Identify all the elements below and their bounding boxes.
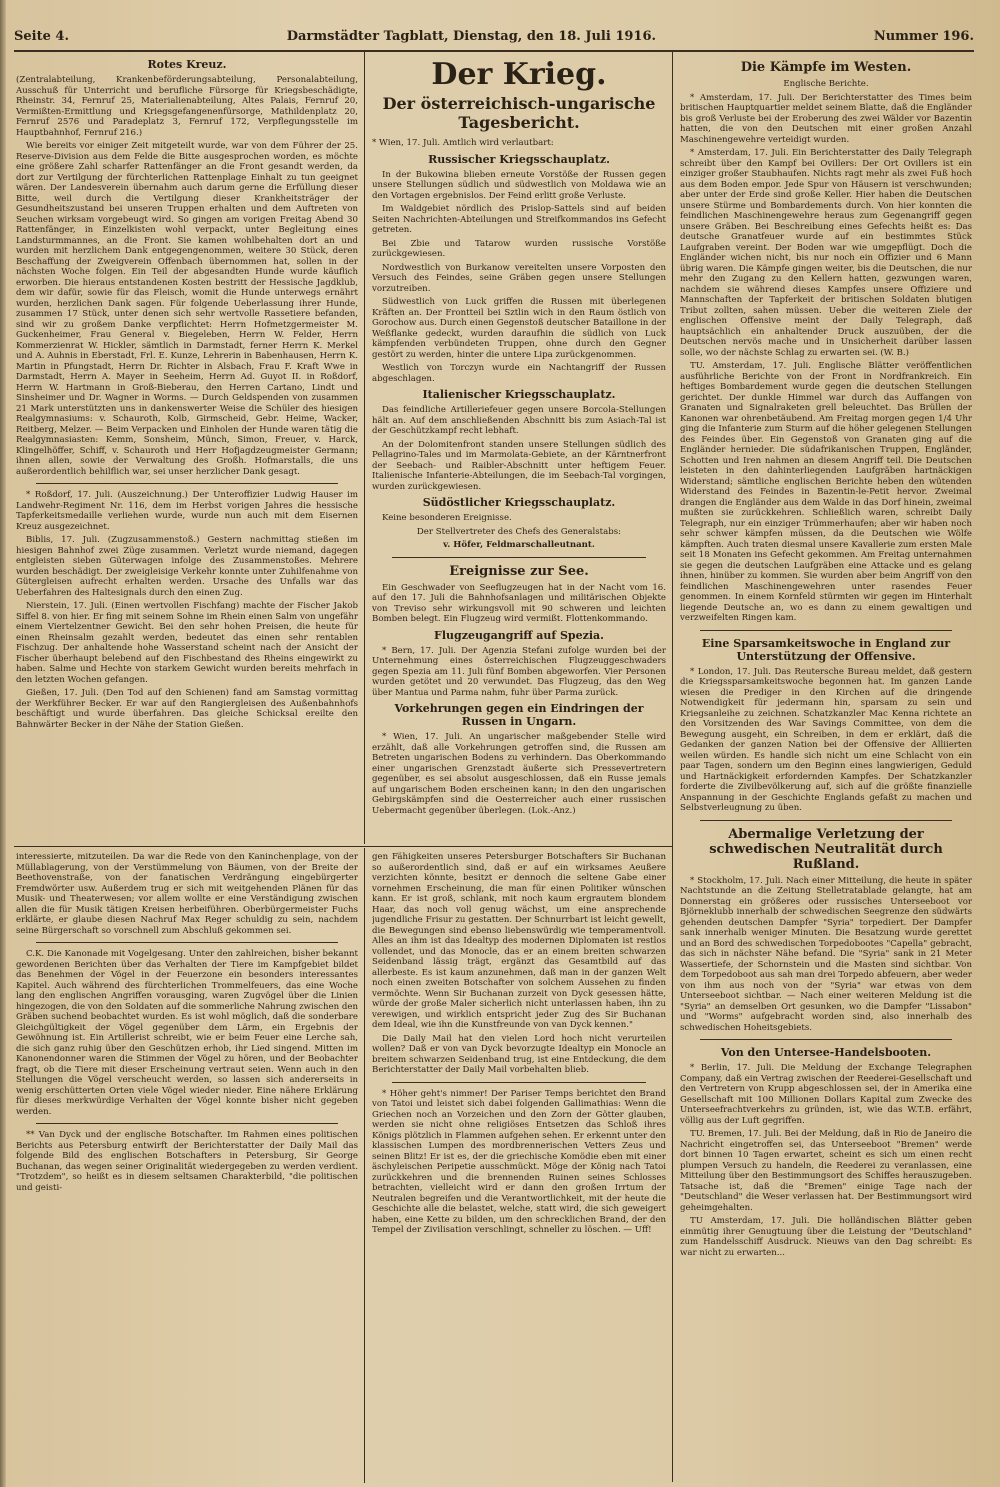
article-paragraph: Wie bereits vor einiger Zeit mitgeteilt wurde, war von dem Führer der 25. Reserve-Division aus dem Felde die Bitte ausgesprochen worden, es möchte eine größere Zahl scharfer Rattenfänger an die Front gesandt werden, da dort zur Vertilgung der fürchterlichen Rattenplage Einhalt zu tun geeignet wären. Der Landesverein übernahm auch darum gerne die Erfüllung dieser Bitte, weil durch die Vertilgung dieser Krankheitsträger der Gesundheitszustand bei unseren Truppen erhalten und dem Auftreten von Seuchen wirksam vorgebeugt wird. So gingen am vorigen Freitag Abend 30 Rattenfänger, in Einzelkisten wohl verpackt, unter Begleitung eines Landsturmmannes, an die Front. Sie kamen wohlbehalten dort an und wurden mit herzlichem Dank entgegengenommen, weitere 30 Stück, deren Beschaffung der Zweigverein Offenbach übernommen hat, sollen in der nächsten Woche folgen. Ein Teil der abgesandten Hunde wurde käuflich erworben. Die hieraus entstandenen Kosten bestritt der Hessische Jagdklub, dem wir dafür, sowie für das Fleisch, womit die Hunde unterwegs ernährt wurden, herzlichen Dank sagen. Für folgende Ueberlassung ihrer Hunde, zusammen 17 Stück, unter denen sich sehr wertvolle Rassetiere befanden, sind wir zu großem Danke verpflichtet: Herrn Hofmetzgermeister M. Guckenheimer, Frau General v. Biegeleben, Herrn W. Felder, Herrn Kommerzienrat W. Hickler, sämtlich in Darmstadt, ferner Herrn K. Merkel und A. Auhnis in Eberstadt, Frl. E. Kunze, Lehrerin in Babenhausen, Herrn K. Martin in Pfungstadt, Herrn Dr. Richter in Alsbach, Frau F. Kraft Wwe in Darmstadt, Herrn A. Mayer in Seeheim, Herrn Ad. Guyot II. in Roßdorf, Herrn W. Hartmann in Groß-Bieberau, den Herren Cartano, Lindt und Sinsheimer und Dr. Wagner in Worms. — Durch Geldspenden von zusammen 21 Mark unterstützten uns in dankenswerter Weise die Schüler des hiesigen Realgymnasiums: v. Schauroth, Kolb, Girmscheid, Gebr. Heime, Wacker, Reitberg, Melzer. — Beim Verpacken und Einholen der Hunde waren tätig die Realgymnasiasten: Kemm, Sonsheim, Münch, Simon, Freuer, v. Harck, Klingelhöffer, Schiff, v. Schauroth und Herr Hofjagdzeugmeister Germann; ihnen allen, sowie der Verwaltung des Großh. Hofmarstalls, die uns außerordentlich behilflich war, sei unser herzlicher Dank gesagt. [16,141,358,477]
column-rule [672,52,673,1482]
column-local-news [16,54,358,844]
heading-hungary: Vorkehrungen gegen ein Eindringen der Russen in Ungarn. [394,702,644,728]
heading-sea-events: Ereignisse zur See. [449,563,589,579]
divider [700,630,952,631]
page-fold-shadow [0,0,6,1487]
section-rule [14,846,672,847]
article-paragraph: * Amsterdam, 17. Juli. Der Berichterstatter des Times beim britischen Hauptquartier meldet seinem Blatte, daß die Engländer bis groß Verluste bei der Eroberung des zwei Wälder vor Bazentin hatten, die von den Deutschen mit einer großen Anzahl Maschinengewehre verteidigt wurden. [680,92,972,145]
column-war-report [372,54,666,844]
article-paragraph: * London, 17. Juli. Das Reutersche Bureau meldet, daß gestern die Kriegssparsamkeitswoche begonnen hat. Im ganzen Lande wiesen die Prediger in den Kirchen auf die dringende Notwendigkeit für jedermann hin, sparsam zu sein und Kriegsanleihe zu zeichnen. Schatzkanzler Mac Kenna richtete an den Vorsitzenden des War Savings Committee, von dem die Bewegung ausgeht, ein Schreiben, in dem er erklärt, daß die Gedanken der ganzen Nation bei der Offensive der Alliierten weilen würden. Es handle sich nicht um eine Schlacht von ein paar Tagen, sondern um den Beginn eines langwierigen, Geduld und Hartnäckigkeit erfordernden Kampfes. Der Schatzkanzler forderte die Zivilbevölkerung auf, sich auf die größte finanzielle Anspannung in der Geschichte Englands gefaßt zu machen und Selbstverleugnung zu üben. [680,666,972,813]
article-paragraph: * Stockholm, 17. Juli. Nach einer Mitteilung, die heute in später Nachtstunde an die Zeitung Stelletratablade gelangte, hat am Donnerstag ein größeres oder russisches Unterseeboot vor Björneklubb innerhalb der schwedischen Seegrenze den südwärts gehenden deutschen Dampfer "Syria" torpediert. Der Dampfer sank innerhalb weniger Minuten. Die Besatzung wurde gerettet und an Bord des schwedischen Torpedobootes "Capella" gebracht, das sich in nächster Nähe befand. Die "Syria" sank in 21 Meter Wassertiefe, der Schornstein und die Masten sind sichtbar. Von dem Torpedoboot aus sah man drei Torpedo abfeuern, aber weder von ihm aus noch von der "Syria" war etwas von dem Unterseeboot sichtbar. — Nach einer weiteren Meldung ist die "Syria" an demselben Ort gesunken, wo die Dampfer "Lissabon" und "Worms" aufgebracht worden sind, also innerhalb des schwedischen Hoheitsgebiets. [680,875,972,1033]
article-paragraph: Ein Geschwader von Seeflugzeugen hat in der Nacht vom 16. auf den 17. Juli die Bahnhofsanlagen und militärischen Objekte von Treviso sehr wirkungsvoll mit 90 schweren und leichten Bomben belegt. Ein Flugzeug wird vermißt. Flottenkommando. [372,582,666,624]
article-paragraph: * Höher geht's nimmer! Der Pariser Temps berichtet den Brand von Tatoi und leistet sich dabei folgenden Gallimathias: Wenn die Griechen noch an Vorzeichen und den Zorn der Götter glauben, werden sie nicht ohne religiöses Entsetzen das Schloß ihres Königs plötzlich in Flammen aufgehen sehen. Er erkennt unter den klassischen Lumpen des mordbrennerischen Vetters Zeus und seinen Blitz! Er ist es, der die griechische Komödie eben mit einer äschyleischen Peripetie ausschmückt. Möge der König nach Tatoi zurückkehren und die brennenden Ruinen seines Schlosses betrachten, vielleicht wird er dann den großen Irrtum der Neutralen begreifen und die Verantwortlichkeit, mit der heute die Geschichte alle die belastet, welche, statt wird, die sich geweigert haben, eine Kette zu bilden, um den schrecklichen Brand, der den Tempel der Zivilisation verschlingt, schneller zu löschen. — Uff! [372,1088,666,1235]
article-paragraph: * Amsterdam, 17. Juli. Ein Berichterstatter des Daily Telegraph schreibt über den Kampf bei Ovillers: Der Ort Ovillers ist ein einziger großer Staubhaufen. Nichts ragt mehr als zwei Fuß hoch aus dem Boden empor. Jede Spur von Häusern ist verschwunden; aber unter der Erde sind große Keller. Hier haben die Deutschen unsere Stürme und Bombardements durch. Von hier konnten die feindlichen Maschinengewehre heraus zum Gegenangriff gegen unsere Gräben. Bei Beschreibung eines Gefechts heißt es: Das deutsche Granatfeuer wurde auf ein bestimmtes Stück Laufgraben vereint. Der Boden war wie umgepflügt. Doch die Engländer wichen nicht, bis nur noch ein Offizier und 6 Mann übrig waren. Die Kämpfe gingen weiter, bis die Deutschen, die nur mehr den Zugang zu den Kellern hatten, gezwungen waren, nachdem sie während dieses Kampfes unsere Offiziere und Mannschaften der Tapferkeit der britischen Soldaten blutigen Tribut zollten, sahen müssen. Ueber die weiteren Ziele der englischen Offensive meint der Daily Telegraph, daß hauptsächlich ein anhaltender Druck auszuüben, der die Deutschen nervös mache und in Unsicherheit darüber lassen solle, wo der nächste Schlag zu erwarten sei. (W. B.) [680,148,972,358]
divider [36,942,338,943]
article-paragraph: Die Daily Mail hat den vielen Lord hoch nicht verurteilen wollen? Daß er von van Dyck bevorzugte Idealtyp ein Monocle an breitem schwarzen Seidenband trug, ist eine Entdeckung, die dem Berichterstatter der Daily Mail vorbehalten blieb. [372,1033,666,1075]
column-rule [364,52,365,844]
article-paragraph: * Berlin, 17. Juli. Die Meldung der Exchange Telegraphen Company, daß ein Vertrag zwischen der Reederei-Gesellschaft und den Vertretern von Krupp abgeschlossen sei, der in Amerika eine Gesellschaft mit 100 Millionen Dollars Kapital zum Zwecke des Unterseefrachtverkehrs zu gründen, ist, wie das W.T.B. erfährt, völlig aus der Luft gegriffen. [680,1063,972,1126]
heading-italian-front: Italienischer Kriegsschauplatz. [422,388,616,401]
article-paragraph: TU. Bremen, 17. Juli. Bei der Meldung, daß in Rio de Janeiro die Nachricht eingetroffen sei, das Unterseeboot "Bremen" werde dort binnen 10 Tagen erwartet, scheint es sich um einen recht plumpen Versuch zu handeln, die Reederei zu veranlassen, eine Mitteilung über den Bestimmungsort des Schiffes herauszugeben. Tatsache ist, daß die "Bremen" einige Tage nach der "Deutschland" die Weser verlassen hat. Der Bestimmungsort wird geheimgehalten. [680,1129,972,1213]
article-paragraph: (Zentralabteilung, Krankenbeförderungsabteilung, Personalabteilung, Ausschuß für Unterricht und berufliche Fürsorge für Kriegsbeschädigte, Rheinstr. 34, Fernruf 25, Materialienabteilung, Altes Palais, Fernruf 20, Vermißten-Ermittlung und Kriegsgefangenenfürsorge, Mathildenplatz 20, Fernruf 2576 und Paradeplatz 3, Fernruf 172, Verpflegungsstelle im Hauptbahnhof, Fernruf 216.) [16,75,358,138]
article-paragraph: C.K. Die Kanonade mit Vogelgesang. Unter den zahlreichen, bisher bekannt gewordenen Berichten über das Verhalten der Tiere im Kampfgebiet bildet das Benehmen der Vögel in der Feuerzone ein besonders interessantes Kapitel. Auch während des fürchterlichen Trommelfeuers, das eine Woche lang den englischen Angriffen vorausging, waren Zugvögel über die Linien hingezogen, die von den Soldaten auf die sommerliche Nahrung zwischen den Gräben suchend beobachtet wurden. Es ist wohl möglich, daß die sonderbare Gleichgültigkeit der Vögel gegenüber dem Lärm, ein Ergebnis der Gewöhnung ist. Ein Artillerist schreibt, wie er beim Feuer eine Lerche sah, die sich ganz ruhig über den Geschützen erhob, ihr Lied singend. Mitten im Kanonendonner waren die Stimmen der Vögel zu hören, und der Beobachter fragt, ob die Tiere mit dieser Erscheinung vertraut seien. Wenn auch in den Stellungen die Vögel verscheucht werden, so lassen sich andererseits in wenig erschütterten Orten viele Vögel wieder nieder. Eine nähere Erklärung für dieses merkwürdige Verhalten der Vögel konnte bisher nicht gegeben werden. [16,949,358,1117]
article-paragraph: TU. Amsterdam, 17. Juli. Englische Blätter veröffentlichen ausführliche Berichte von der Front in Nordfrankreich. Ein heftiges Bombardement wurde gegen die deutschen Stellungen gerichtet. Der dunkle Himmel war durch das Auffangen von Granaten und Signalraketen grell beleuchtet. Das Brüllen der Kanonen war ohrenbetäubend. Am Freitag morgen gegen 1/4 Uhr ging die Infanterie zum Sturm auf die höher gelegenen Stellungen des Feindes über. Ein Gegenstoß von Granaten ging auf die Engländer hernieder. Die südafrikanischen Truppen, Engländer, Schotten und Iren nahmen an diesem Angriff teil. Die Deutschen leisteten in den dahinterliegenden Laufgräben hartnäckigen Widerstand; sämtliche englischen Berichte heben den wütenden Widerstand des Feindes in Bazentin-le-Petit hervor. Zweimal drangen die Engländer aus dem Walde in das Dorf hinein, zweimal mußten sie zurückkehren. Schließlich waren, schreibt Daily Telegraph, nur ein einziger Trümmerhaufen; aber wir haben noch sehr schwer kämpfen müssen, da die Deutschen wie Wölfe kämpften. Auch traten diesmal unsere Kavallerie zum ersten Male seit 18 Monaten ins Gefecht gekommen. Am Freitag unternahmen sie gegen die deutschen Laufgräben eine Attacke und es gelang ihnen, hinüber zu kommen. Sie wurden aber beim Angriff von den feindlichen Maschinengewehren unter rasendes Feuer genommen. In einem Kornfeld stürmten wir gegen im Hinterhalt liegende Deutsche an, wo es dann zu einem gewaltigen und verzweifelten Ringen kam. [680,361,972,623]
signature-line: Der Stellvertreter des Chefs des Generalstabs: [416,526,622,537]
article-paragraph: * Wien, 17. Juli. An ungarischer maßgebender Stelle wird erzählt, daß alle Vorkehrungen getroffen sind, die Russen am Betreten ungarischen Bodens zu verhindern. Das Oberkommando einer ungarischen Grenzstadt äußerte sich Pressevertretern gegenüber, es sei absolut ausgeschlossen, daß ein Russe jemals auf ungarischem Boden erscheinen kann; in den den ungarischen Gebirgskämpfen sind die Oesterreicher auch einer russischen Uebermacht gegenüber überlegen. (Lok.-Anz.) [372,732,666,816]
column-feuilleton-left [16,852,358,1482]
article-paragraph: Westlich von Torczyn wurde ein Nachtangriff der Russen abgeschlagen. [372,363,666,384]
article-paragraph: Bei Zbie und Tatarow wurden russische Vorstöße zurückgewiesen. [372,238,666,259]
heading-western-front: Die Kämpfe im Westen. [740,60,912,75]
subheading-tagesbericht: Der österreichisch-ungarische Tagesbericht. [382,94,656,132]
subheading-english-reports: Englische Berichte. [783,79,869,89]
newspaper-title-date: Darmstädter Tagblatt, Dienstag, den 18. Juli 1916. [286,28,657,44]
divider [700,1039,952,1040]
article-paragraph: Gießen, 17. Juli. (Den Tod auf den Schienen) fand am Samstag vormittag der Werkführer Becker. Er war auf den Rangiergleisen des Außenbahnhofs beschäftigt und wurde überfahren. Das gleiche Schicksal ereilte den Bahnwärter Becker in der Nähe der Station Gießen. [16,688,358,730]
column-feuilleton-right [372,852,666,1482]
signature-name: v. Höfer, Feldmarschalleutnant. [443,540,595,550]
heading-southeast-front: Südöstlicher Kriegsschauplatz. [422,496,616,509]
article-paragraph: Das feindliche Artilleriefeuer gegen unsere Borcola-Stellungen hält an. Auf dem anschließenden Abschnitt bis zum Asiach-Tal ist der Geschützkampf recht lebhaft. [372,405,666,436]
divider [700,820,952,821]
article-paragraph: interessierte, mitzuteilen. Da war die Rede von den Kaninchenplage, von der Müllablagerung, von der Verstümmelung von Bäumen, von der Breite der Beethovenstraße, von der fanatischen Verdrängung eingebürgerter Fremdwörter usw. Außerdem trug er sich mit weitgehenden Plänen für das Musik- und Theaterwesen; vor allem wollte er eine Verständigung zwischen allen die für Musik tätigen Kreisen herbeiführen. Oberbürgermeister Fuchs erklärte, er glaube diesen Nachruf Max Reger schuldig zu sein, nachdem seine Bürgerschaft so vorschnell zum Abschluß gekommen sei. [16,852,358,936]
heading-der-krieg: Der Krieg. [431,57,607,92]
article-paragraph: Südwestlich von Luck griffen die Russen mit überlegenen Kräften an. Der Frontteil bei Sztlin wich in den Raum östlich von Gorochow aus. Durch einen Gegenstoß deutscher Bataillone in der Weßflanke gedeckt, wurden daraufhin die südlich von Luck kämpfenden verbündeten Truppen, ohne durch den Gegner gestört zu werden, hinter die untere Lipa zurückgenommen. [372,297,666,360]
column-rule [364,848,365,1483]
heading-russian-front: Russischer Kriegsschauplatz. [428,152,610,166]
heading-submarine-trade: Von den Untersee-Handelsbooten. [720,1046,932,1059]
article-paragraph: * Roßdorf, 17. Juli. (Auszeichnung.) Der Unteroffizier Ludwig Hauser im Landwehr-Regiment Nr. 116, dem im Herbst vorigen Jahres die hessische Tapferkeitsmedaille verliehen wurde, wurde nun auch mit dem Eisernen Kreuz ausgezeichnet. [16,490,358,532]
heading-spezia: Flugzeugangriff auf Spezia. [434,628,604,642]
heading-savings-week: Eine Sparsamkeitswoche in England zur Unterstützung der Offensive. [701,636,951,663]
heading-swedish-neutrality: Abermalige Verletzung der schwedischen Neutralität durch Rußland. [709,826,943,872]
article-paragraph: TU Amsterdam, 17. Juli. Die holländischen Blätter geben einmütig ihrer Genugtuung über die Leistung der "Deutschland" zum Handelsschiff Ausdruck. Nieuws van den Dag schreibt: Es war nicht zu erwarten... [680,1216,972,1258]
article-paragraph: Nordwestlich von Burkanow vereitelten unsere Vorposten den Versuch des Feindes, seine Gräben gegen unsere Stellungen vorzutreiben. [372,262,666,294]
issue-number: Nummer 196. [873,28,974,44]
divider [392,1082,646,1083]
article-paragraph: gen Fähigkeiten unseres Petersburger Botschafters Sir Buchanan so außerordentlich sind, daß er auf ein wirksames Aeußere verzichten könnte, besitzt er dennoch die seltene Gabe einer vornehmen Erscheinung, die man für einen Politiker wünschen kann. Er ist groß, schlank, mit noch kaum ergrautem blondem Haar, das noch voll genug wächst, um eine ansprechende jugendliche Frisur zu gestatten. Der Schnurrbart ist leicht gewellt, die Bewegungen sind ebenso liebenswürdig wie temperamentvoll. Alles an ihm ist das Idealtyp des modernen Diplomaten ist restlos vollendet, und das Monocle, das er an einem breiten schwarzen Seidenband lässig trägt, ergänzt das Gesamtbild auf das allerbeste. Es ist kaum anzunehmen, daß man in der ganzen Welt noch einen zweiten Botschafter von solchem Aussehen zu finden vermöchte. Wenn Sir Buchanan zurzeit von Dyck gesessen hätte, würde der große Maler sicherlich nicht unterlassen haben, ihn zu verewigen, und wirklich entspricht jeder Zug des Sir Buchanan dem Ideal, wie ihn die Kunstfreunde von van Dyck kennen." [372,852,666,1030]
heading-rotes-kreuz: Rotes Kreuz. [147,58,227,71]
masthead [14,22,974,52]
divider [36,483,338,484]
article-paragraph: Keine besonderen Ereignisse. [382,513,512,523]
column-western-front [680,54,972,1482]
article-paragraph: * Bern, 17. Juli. Der Agenzia Stefani zufolge wurden bei der Unternehmung eines österreichischen Flugzeuggeschwaders gegen Spezia am 11. Juli fünf Bomben abgeworfen. Vier Personen wurden getötet und 20 verwundet. Das Flugzeug, das den Weg über Mantua und Parma nahm, fuhr über Parma zurück. [372,645,666,698]
divider [392,557,646,558]
page-number: Seite 4. [14,28,69,44]
article-paragraph: Im Waldgebiet nördlich des Prislop-Sattels sind auf beiden Seiten Nachrichten-Abteilungen und Streifkommandos ins Gefecht getreten. [372,204,666,235]
article-paragraph: An der Dolomitenfront standen unsere Stellungen südlich des Pellagrino-Tales und im Marmolata-Gebiete, an der Kärntnerfront der Seebach- und Raibler-Abschnitt unter heftigem Feuer. Italienische Infanterie-Abteilungen, die im Seebach-Tal vorgingen, wurden zurückgewiesen. [372,439,666,492]
article-paragraph: In der Bukowina blieben erneute Vorstöße der Russen gegen unsere Stellungen südlich und südwestlich von Moldawa wie an den Vortagen ergebnislos. Der Feind erlitt große Verluste. [372,169,666,201]
article-paragraph: ** Van Dyck und der englische Botschafter. Im Rahmen eines politischen Berichts aus Petersburg entwirft der Berichterstatter der Daily Mail das folgende Bild des englischen Botschafters in Petersburg, Sir George Buchanan, das wegen seiner Originalität wiedergegeben zu werden verdient. "Trotzdem", so heißt es in diesem seltsamen Charakterbild, "die politischen und geisti- [16,1130,358,1193]
divider [36,1123,338,1124]
article-paragraph: Nierstein, 17. Juli. (Einen wertvollen Fischfang) machte der Fischer Jakob Siffel 8. von hier. Er fing mit seinem Sohne im Rhein einen Salm von ungefähr einem Viertelzentner Gewicht. Bei den sehr hohen Preisen, die heute für einen Rheinsalm gezahlt werden, bedeutet das einen sehr rentablen Fischzug. Der anhaltende hohe Wasserstand scheint nach der Ansicht der Fischer überhaupt belebend auf den Fischbestand des Rheins eingewirkt zu haben. Salme und Hechte von starkem Gewicht wurden bereits mehrfach in den letzten Wochen gefangen. [16,601,358,685]
dateline: * Wien, 17. Juli. Amtlich wird verlautbart: [372,138,554,148]
article-paragraph: Biblis, 17. Juli. (Zugzusammenstoß.) Gestern nachmittag stießen im hiesigen Bahnhof zwei Züge zusammen. Verletzt wurde niemand, dagegen entgleisten sieben Güterwagen infolge des Zusammenstoßes. Mehrere wurden beschädigt. Der zweigleisige Verkehr konnte unter Zuhilfenahme von Gütergleisen aufrecht erhalten werden. Ursache des Unfalls war das Ueberfahren des Haltesignals durch den einen Zug. [16,535,358,598]
